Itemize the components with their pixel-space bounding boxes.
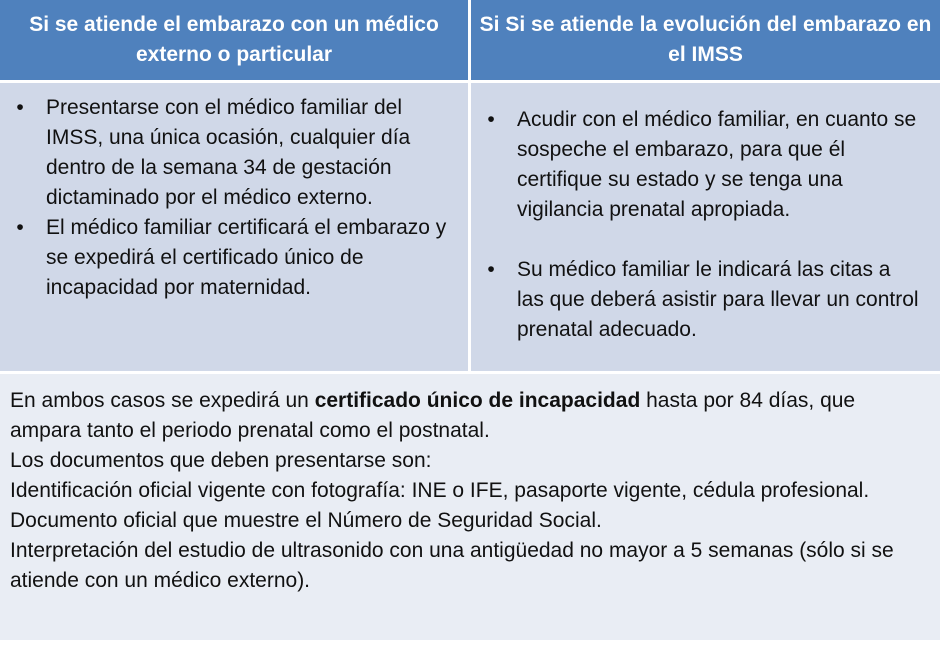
footer-intro bbox=[10, 386, 930, 446]
bullet-icon: • bbox=[16, 96, 24, 119]
bullet-icon: • bbox=[487, 108, 495, 131]
footer-doc-id: Identificación oficial vigente con fotografía: INE o IFE, pasaporte vigente, cédula profesional. bbox=[10, 479, 870, 502]
header-external-doctor-text: Si se atiende el embarazo con un médico externo o particular bbox=[29, 13, 439, 66]
header-imss bbox=[471, 0, 940, 80]
list-item-text: El médico familiar certificará el embarazo y se expedirá el certificado único de incapacidad por maternidad. bbox=[46, 216, 447, 299]
header-imss-text: Si Si se atiende la evolución del embarazo en el IMSS bbox=[479, 13, 932, 66]
list-item-text: Presentarse con el médico familiar del IMSS, una única ocasión, cualquier día dentro de la semana 34 de gestación dictaminado por el médico externo. bbox=[46, 96, 411, 209]
list-item bbox=[481, 255, 920, 345]
footer-intro-bold: certificado único de incapacidad bbox=[314, 389, 641, 412]
external-doctor-list bbox=[10, 93, 448, 303]
footer-intro-before: En ambos casos se expedirá un bbox=[10, 389, 315, 412]
footer-doc-ultrasound: Interpretación del estudio de ultrasonido con una antigüedad no mayor a 5 semanas (sólo si se atiende con un médico externo). bbox=[10, 539, 894, 592]
cell-imss bbox=[471, 83, 940, 371]
bullet-icon: • bbox=[487, 258, 495, 281]
footer-docs-heading: Los documentos que deben presentarse son: bbox=[10, 449, 432, 472]
list-item bbox=[10, 213, 448, 303]
list-item-text: Su médico familiar le indicará las citas a las que deberá asistir para llevar un control prenatal adecuado. bbox=[517, 258, 919, 341]
footer-intro-after: hasta por 84 días, que ampara tanto el periodo prenatal como el postnatal. bbox=[10, 389, 856, 442]
footer-doc-nss: Documento oficial que muestre el Número de Seguridad Social. bbox=[10, 509, 602, 532]
list-item bbox=[10, 93, 448, 213]
imss-list bbox=[481, 105, 920, 345]
bullet-icon: • bbox=[16, 216, 24, 239]
list-item bbox=[481, 105, 920, 225]
list-item-text: Acudir con el médico familiar, en cuanto se sospeche el embarazo, para que él certifique su estado y se tenga una vigilancia prenatal apropiada. bbox=[517, 108, 917, 221]
header-external-doctor bbox=[0, 0, 468, 80]
cell-external-doctor bbox=[0, 83, 468, 371]
footer-notes bbox=[0, 374, 940, 640]
